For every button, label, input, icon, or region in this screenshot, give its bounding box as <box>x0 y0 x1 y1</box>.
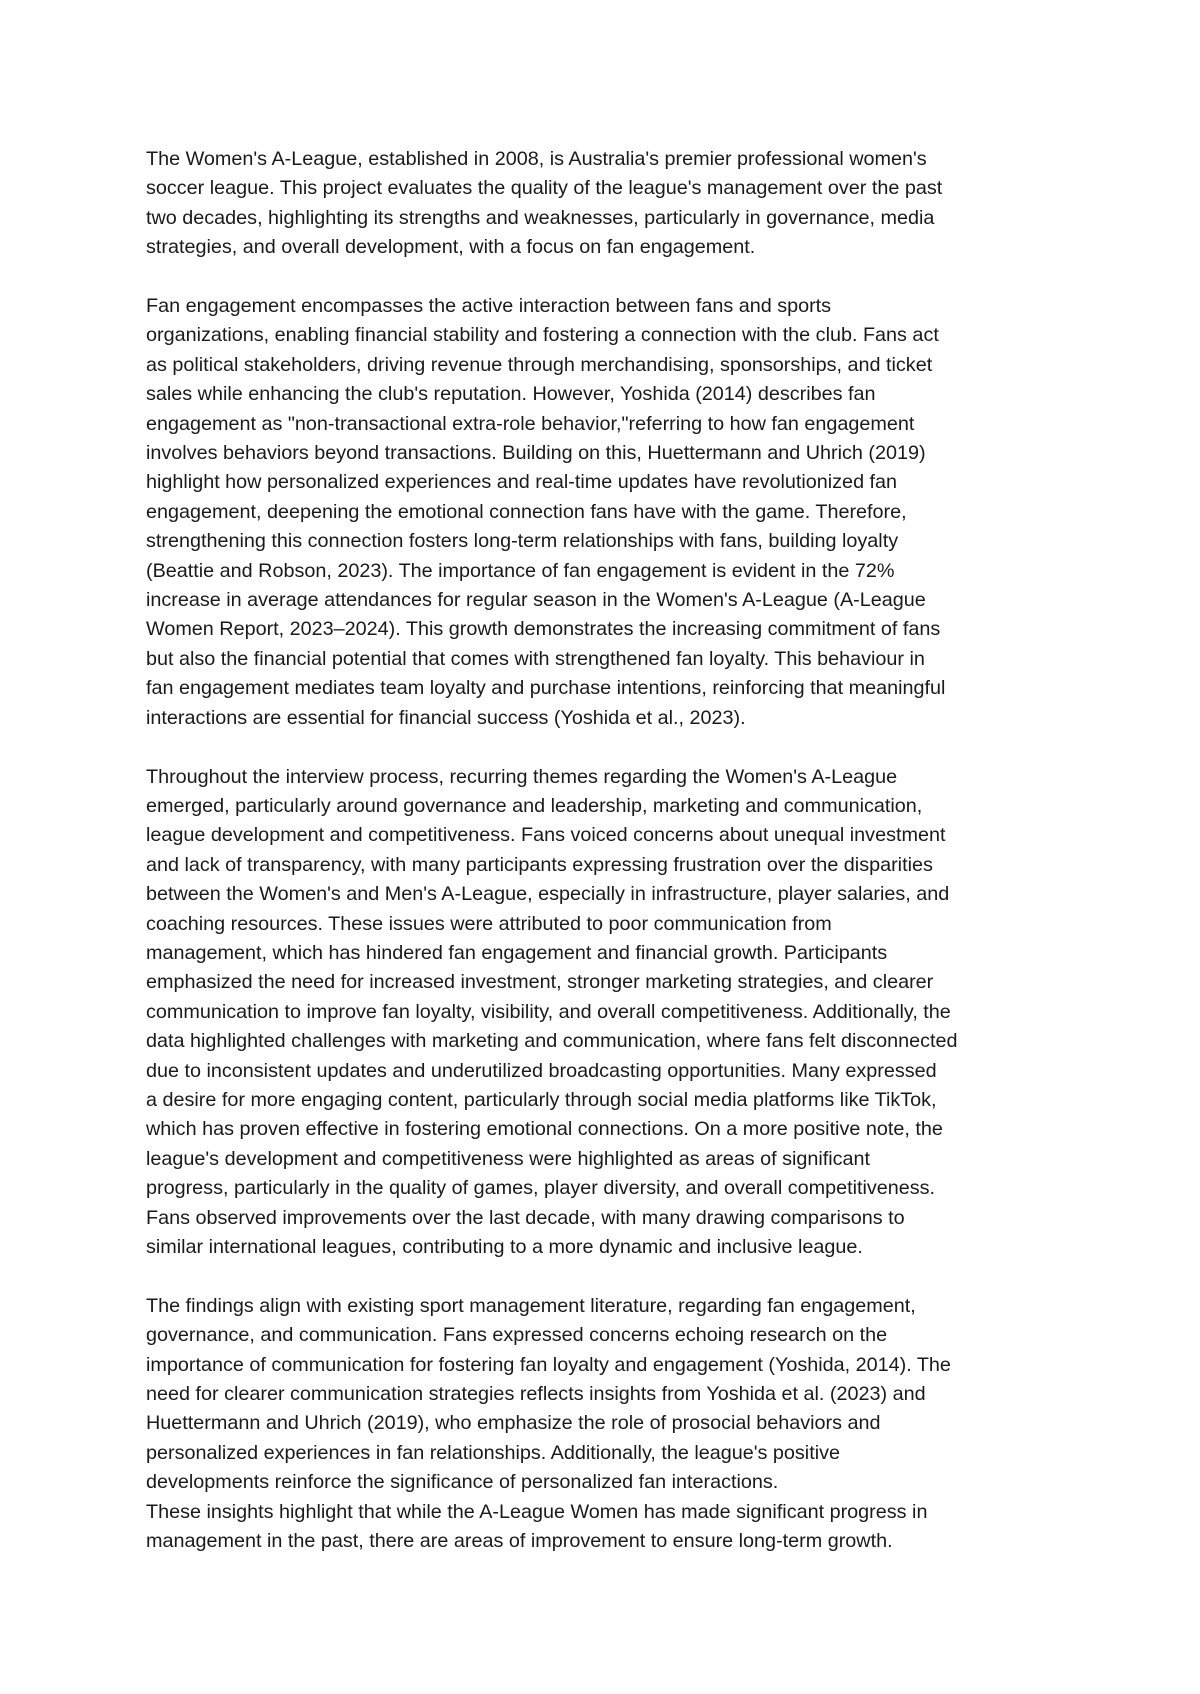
text-line: communication to improve fan loyalty, visibility, and overall competitiveness. Additionally, the <box>146 1000 951 1023</box>
text-line: Throughout the interview process, recurring themes regarding the Women's A-League <box>146 765 898 788</box>
text-line: Huettermann and Uhrich (2019), who emphasize the role of prosocial behaviors and <box>146 1412 881 1435</box>
text-line: need for clearer communication strategies reflects insights from Yoshida et al. (2023) and <box>146 1383 926 1406</box>
paragraph-introduction <box>146 145 1066 263</box>
text-line: a desire for more engaging content, particularly through social media platforms like TikTok, <box>146 1088 937 1111</box>
text-line: sales while enhancing the club's reputation. However, Yoshida (2014) describes fan <box>146 383 876 406</box>
text-line: due to inconsistent updates and underutilized broadcasting opportunities. Many expressed <box>146 1059 937 1082</box>
text-line: Fan engagement encompasses the active interaction between fans and sports <box>146 295 832 318</box>
text-line: emphasized the need for increased investment, stronger marketing strategies, and clearer <box>146 971 934 994</box>
text-line: management in the past, there are areas of improvement to ensure long-term growth. <box>146 1530 893 1553</box>
text-line: (Beattie and Robson, 2023). The importance of fan engagement is evident in the 72% <box>146 559 895 582</box>
text-line: Women Report, 2023–2024). This growth demonstrates the increasing commitment of fans <box>146 618 941 641</box>
text-line: governance, and communication. Fans expressed concerns echoing research on the <box>146 1324 888 1347</box>
paragraph-findings <box>146 1292 1066 1498</box>
text-line: interactions are essential for financial success (Yoshida et al., 2023). <box>146 706 746 729</box>
paragraph-fan-engagement <box>146 292 1066 733</box>
text-line: progress, particularly in the quality of games, player diversity, and overall competitiveness. <box>146 1177 936 1200</box>
text-line: importance of communication for fostering fan loyalty and engagement (Yoshida, 2014). The <box>146 1353 951 1376</box>
text-line: coaching resources. These issues were attributed to poor communication from <box>146 912 832 935</box>
text-line: strengthening this connection fosters long-term relationships with fans, building loyalty <box>146 530 899 553</box>
text-line: league's development and competitiveness were highlighted as areas of significant <box>146 1147 871 1170</box>
text-line: management, which has hindered fan engagement and financial growth. Participants <box>146 941 888 964</box>
text-line: and lack of transparency, with many participants expressing frustration over the disparities <box>146 853 933 876</box>
text-line: engagement as "non-transactional extra-role behavior,"referring to how fan engagement <box>146 412 915 435</box>
text-line: The Women's A-League, established in 2008, is Australia's premier professional women's <box>146 148 927 170</box>
paragraph-conclusion <box>146 1498 1066 1557</box>
text-line: league development and competitiveness. Fans voiced concerns about unequal investment <box>146 824 946 847</box>
text-line: increase in average attendances for regular season in the Women's A-League (A-League <box>146 589 926 612</box>
text-line: emerged, particularly around governance and leadership, marketing and communication, <box>146 794 923 817</box>
text-line: personalized experiences in fan relationships. Additionally, the league's positive <box>146 1441 840 1464</box>
text-line: organizations, enabling financial stability and fostering a connection with the club. Fans act <box>146 324 939 347</box>
text-line: engagement, deepening the emotional connection fans have with the game. Therefore, <box>146 500 907 523</box>
text-line: as political stakeholders, driving revenue through merchandising, sponsorships, and ticket <box>146 353 933 376</box>
text-line: two decades, highlighting its strengths and weaknesses, particularly in governance, media <box>146 206 935 229</box>
text-line: These insights highlight that while the A-League Women has made significant progress in <box>146 1500 928 1523</box>
text-line: developments reinforce the significance of personalized fan interactions. <box>146 1471 779 1494</box>
text-line: soccer league. This project evaluates the quality of the league's management over the past <box>146 177 943 200</box>
text-line: fan engagement mediates team loyalty and purchase intentions, reinforcing that meaningful <box>146 677 946 700</box>
text-line: data highlighted challenges with marketing and communication, where fans felt disconnected <box>146 1030 958 1053</box>
paragraph-interview-themes <box>146 763 1066 1263</box>
text-line: but also the financial potential that comes with strengthened fan loyalty. This behaviour in <box>146 647 925 670</box>
text-line: strategies, and overall development, with a focus on fan engagement. <box>146 236 756 259</box>
text-line: involves behaviors beyond transactions. Building on this, Huettermann and Uhrich (2019) <box>146 442 926 465</box>
document-body <box>146 145 1066 1556</box>
text-line: highlight how personalized experiences and real-time updates have revolutionized fan <box>146 471 898 494</box>
text-line: which has proven effective in fostering emotional connections. On a more positive note, the <box>146 1118 943 1141</box>
text-line: Fans observed improvements over the last decade, with many drawing comparisons to <box>146 1206 905 1229</box>
text-line: between the Women's and Men's A-League, especially in infrastructure, player salaries, and <box>146 883 950 906</box>
text-line: The findings align with existing sport management literature, regarding fan engagement, <box>146 1294 916 1317</box>
text-line: similar international leagues, contributing to a more dynamic and inclusive league. <box>146 1236 863 1258</box>
